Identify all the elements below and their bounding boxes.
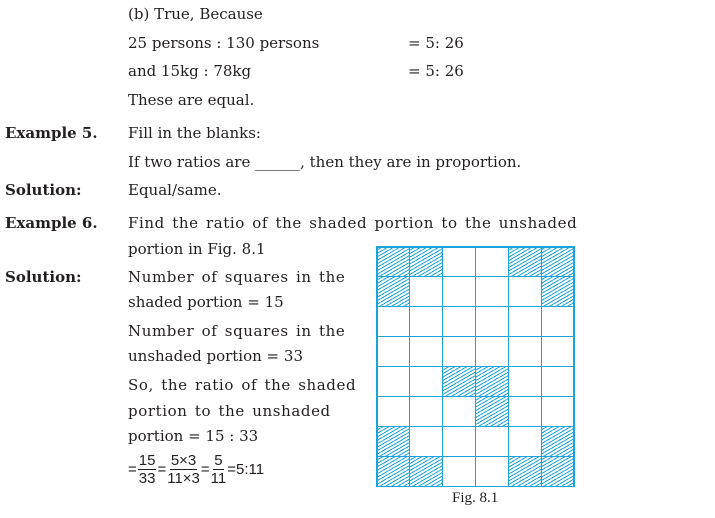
question-text: portion in Fig. 8.1 — [128, 240, 266, 258]
shaded-square — [377, 247, 411, 278]
result: =5:11 — [227, 461, 265, 478]
shaded-square — [377, 456, 411, 487]
unshaded-square — [475, 456, 509, 487]
unshaded-square — [409, 426, 443, 457]
unshaded-square — [541, 306, 575, 337]
solution-text: Number of squares in the — [128, 322, 346, 340]
unshaded-square — [475, 276, 509, 307]
unshaded-square — [541, 396, 575, 427]
shaded-square — [541, 456, 575, 487]
solution-label: Solution: — [5, 268, 82, 286]
text-line: = 5: 26 — [408, 34, 464, 52]
solution-text: portion to the unshaded — [128, 402, 331, 420]
unshaded-square — [508, 396, 542, 427]
unshaded-square — [409, 366, 443, 397]
equals: = — [157, 461, 167, 478]
shaded-square — [377, 426, 411, 457]
shaded-square — [475, 366, 509, 397]
question-text: Fill in the blanks: — [128, 124, 261, 142]
unshaded-square — [508, 276, 542, 307]
unshaded-square — [508, 426, 542, 457]
unshaded-square — [541, 366, 575, 397]
unshaded-square — [475, 426, 509, 457]
equals: = — [200, 461, 210, 478]
question-text: If two ratios are ______, then they are in proportion. — [128, 153, 522, 171]
unshaded-square — [442, 426, 476, 457]
shaded-square — [541, 276, 575, 307]
unshaded-square — [442, 247, 476, 278]
shaded-square — [508, 456, 542, 487]
text-line: 25 persons : 130 persons — [128, 34, 320, 52]
shaded-square — [541, 426, 575, 457]
unshaded-square — [508, 336, 542, 367]
text-line: (b) True, Because — [128, 5, 263, 23]
shaded-square — [377, 276, 411, 307]
unshaded-square — [475, 336, 509, 367]
unshaded-square — [442, 276, 476, 307]
shaded-square — [541, 247, 575, 278]
text-line: = 5: 26 — [408, 62, 464, 80]
figure-grid — [376, 246, 575, 487]
unshaded-square — [541, 336, 575, 367]
shaded-square — [409, 456, 443, 487]
numerator: 5×3 — [170, 452, 197, 469]
unshaded-square — [409, 306, 443, 337]
unshaded-square — [377, 306, 411, 337]
text-line: These are equal. — [128, 91, 255, 109]
unshaded-square — [508, 306, 542, 337]
unshaded-square — [442, 456, 476, 487]
denominator: 11 — [210, 470, 227, 487]
unshaded-square — [508, 366, 542, 397]
unshaded-square — [377, 366, 411, 397]
ratio-calculation — [128, 452, 264, 487]
example-label: Example 5. — [5, 124, 98, 142]
numerator: 15 — [138, 452, 156, 469]
solution-label: Solution: — [5, 181, 82, 199]
shaded-square — [442, 366, 476, 397]
solution-text: portion = 15 : 33 — [128, 427, 259, 445]
unshaded-square — [409, 396, 443, 427]
example-label: Example 6. — [5, 214, 98, 232]
solution-text: Number of squares in the — [128, 268, 346, 286]
solution-text: Equal/same. — [128, 181, 222, 199]
figure-caption: Fig. 8.1 — [452, 490, 499, 506]
unshaded-square — [475, 247, 509, 278]
unshaded-square — [377, 396, 411, 427]
denominator: 33 — [138, 470, 156, 487]
solution-text: So, the ratio of the shaded — [128, 376, 357, 394]
fraction — [211, 452, 227, 487]
shaded-square — [508, 247, 542, 278]
fraction — [167, 452, 200, 487]
unshaded-square — [442, 396, 476, 427]
solution-text: unshaded portion = 33 — [128, 347, 303, 365]
unshaded-square — [442, 306, 476, 337]
shaded-square — [475, 396, 509, 427]
fraction — [138, 452, 157, 487]
solution-text: shaded portion = 15 — [128, 293, 284, 311]
unshaded-square — [442, 336, 476, 367]
unshaded-square — [409, 336, 443, 367]
unshaded-square — [377, 336, 411, 367]
unshaded-square — [409, 276, 443, 307]
text-line: and 15kg : 78kg — [128, 62, 252, 80]
unshaded-square — [475, 306, 509, 337]
numerator: 5 — [214, 452, 223, 469]
question-text: Find the ratio of the shaded portion to the unshaded — [128, 214, 578, 232]
equals: = — [128, 461, 137, 478]
denominator: 11×3 — [167, 470, 200, 487]
shaded-square — [409, 247, 443, 278]
